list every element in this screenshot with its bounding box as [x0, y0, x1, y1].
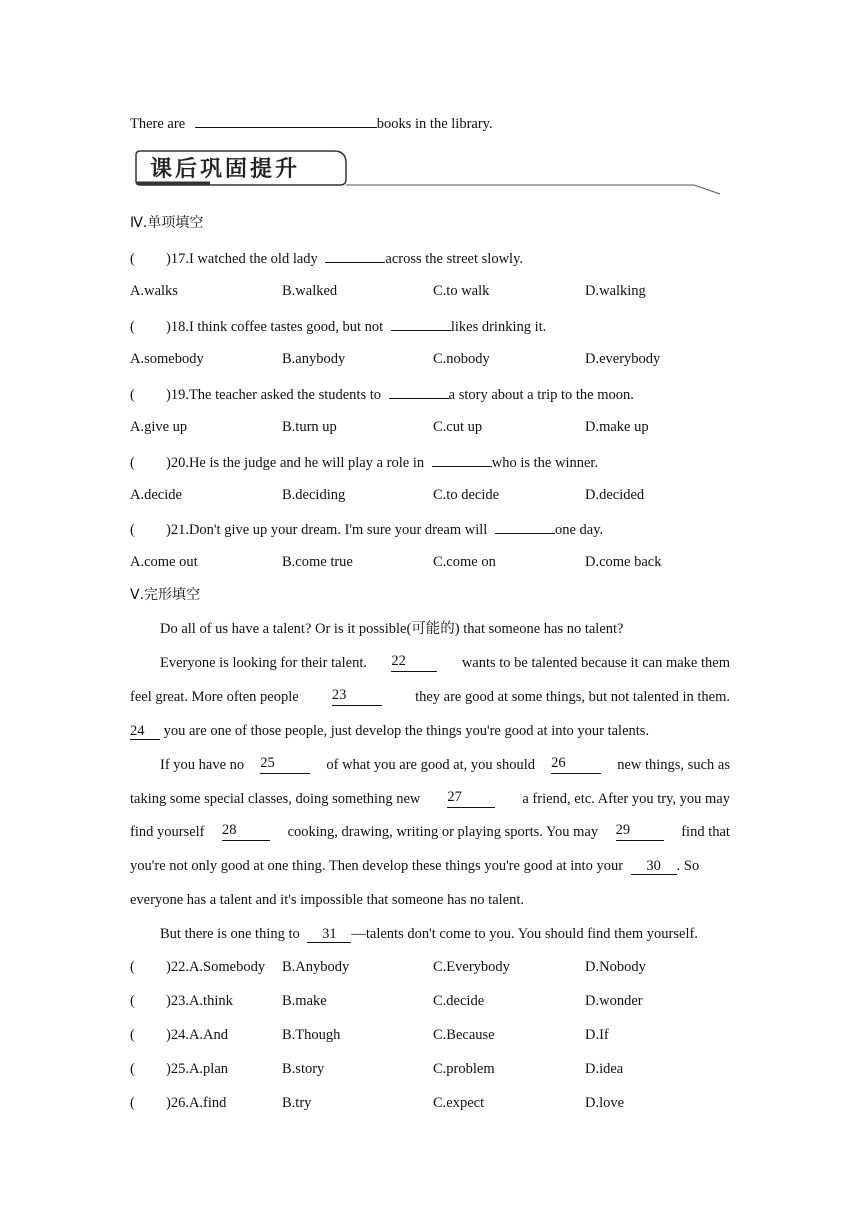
option-a: )23.A.think	[166, 993, 233, 1009]
banner-title: 课后巩固提升	[150, 157, 301, 182]
question-20	[130, 452, 598, 472]
passage-text: taking some special classes, doing something new	[130, 791, 421, 807]
question-stem: )21.Don't give up your dream. I'm sure your dream will	[166, 522, 488, 538]
passage-text: If you have no	[160, 757, 245, 773]
answer-paren[interactable]: (	[130, 251, 135, 267]
passage-text: new things, such as	[617, 757, 730, 773]
answer-paren[interactable]: (	[130, 993, 135, 1009]
passage-line	[130, 756, 730, 774]
passage-text: find yourself	[130, 824, 205, 840]
option-b: B.turn up	[282, 419, 337, 435]
option-a: )26.A.find	[166, 1095, 227, 1111]
passage-line	[160, 925, 698, 943]
blank-30[interactable]: 30	[631, 859, 677, 875]
question-17	[130, 248, 523, 268]
option-c: C.come on	[433, 554, 496, 570]
blank-25[interactable]: 25	[260, 756, 310, 774]
blank-24[interactable]: 24	[130, 724, 160, 740]
option-c: C.expect	[433, 1095, 485, 1111]
option-d: D.love	[585, 1095, 625, 1111]
question-18	[130, 316, 546, 336]
passage-line	[130, 654, 730, 672]
question-stem-end: likes drinking it.	[450, 319, 547, 335]
question-stem: )18.I think coffee tastes good, but not	[166, 319, 384, 335]
passage-line	[130, 722, 649, 740]
blank-23[interactable]: 23	[332, 688, 382, 706]
passage-text: a friend, etc. After you try, you may	[522, 791, 730, 807]
passage-text: . So	[676, 858, 700, 874]
cloze-question-25	[130, 1060, 228, 1078]
option-a: A.give up	[130, 419, 188, 435]
option-c: C.to decide	[433, 487, 500, 503]
option-c: C.Because	[433, 1027, 495, 1043]
blank-29[interactable]: 29	[616, 823, 664, 841]
option-b: B.story	[282, 1061, 325, 1077]
passage-line: everyone has a talent and it's impossible that someone has no talent.	[130, 892, 525, 908]
question-stem: )17.I watched the old lady	[166, 251, 318, 267]
answer-blank[interactable]	[391, 316, 451, 331]
option-c: C.decide	[433, 993, 485, 1009]
answer-paren[interactable]: (	[130, 387, 135, 403]
answer-paren[interactable]: (	[130, 319, 135, 335]
passage-line	[130, 857, 699, 875]
option-d: D.If	[585, 1027, 609, 1043]
option-d: D.walking	[585, 283, 646, 299]
blank-22[interactable]: 22	[391, 654, 437, 672]
cloze-question-26	[130, 1094, 226, 1112]
cloze-question-23	[130, 992, 233, 1010]
answer-paren[interactable]: (	[130, 959, 135, 975]
passage-line	[130, 823, 730, 841]
option-b: B.Anybody	[282, 959, 350, 975]
section-title-single-choice: Ⅳ.单项填空	[130, 215, 204, 231]
answer-paren[interactable]: (	[130, 1061, 135, 1077]
blank-26[interactable]: 26	[551, 756, 601, 774]
sentence-end: books in the library.	[376, 116, 493, 132]
option-d: D.decided	[585, 487, 645, 503]
passage-text: you are one of those people, just develop the things you're good at into your talents.	[163, 723, 650, 739]
section-title-cloze: Ⅴ.完形填空	[130, 587, 201, 603]
option-b: B.come true	[282, 554, 353, 570]
option-c: C.nobody	[433, 351, 490, 367]
question-21	[130, 519, 603, 539]
option-b: B.try	[282, 1095, 312, 1111]
blank-28[interactable]: 28	[222, 823, 270, 841]
option-d: D.make up	[585, 419, 649, 435]
option-a: )25.A.plan	[166, 1061, 229, 1077]
answer-blank[interactable]	[325, 248, 385, 263]
option-b: B.deciding	[282, 487, 346, 503]
blank-27[interactable]: 27	[447, 790, 495, 808]
question-stem: )19.The teacher asked the students to	[166, 387, 382, 403]
passage-line	[130, 790, 730, 808]
passage-text: find that	[681, 824, 730, 840]
sentence-start: There are	[130, 116, 186, 132]
passage-text: Everyone is looking for their talent.	[160, 655, 367, 671]
option-a: A.come out	[130, 554, 198, 570]
answer-blank[interactable]	[432, 452, 492, 467]
cloze-question-24	[130, 1026, 228, 1044]
question-stem-end: one day.	[554, 522, 604, 538]
answer-blank[interactable]	[195, 113, 377, 128]
passage-text: But there is one thing to	[160, 926, 300, 942]
option-d: D.wonder	[585, 993, 643, 1009]
option-a: A.walks	[130, 283, 178, 299]
answer-paren[interactable]: (	[130, 522, 135, 538]
passage-text: wants to be talented because it can make them	[461, 655, 730, 671]
option-d: D.Nobody	[585, 959, 646, 975]
answer-paren[interactable]: (	[130, 1095, 135, 1111]
passage-text: they are good at some things, but not talented in them.	[415, 689, 730, 705]
option-a: )24.A.And	[166, 1027, 229, 1043]
question-19	[130, 384, 634, 404]
passage-text: feel great. More often people	[130, 689, 299, 705]
passage-text: —talents don't come to you. You should find them yourself.	[351, 926, 698, 942]
option-a: A.somebody	[130, 351, 204, 367]
answer-paren[interactable]: (	[130, 455, 135, 471]
option-a: A.decide	[130, 487, 182, 503]
option-c: C.Everybody	[433, 959, 510, 975]
option-d: D.come back	[585, 554, 662, 570]
blank-31[interactable]: 31	[307, 927, 351, 943]
passage-line	[130, 688, 730, 706]
option-a: )22.A.Somebody	[166, 959, 266, 975]
option-c: C.cut up	[433, 419, 483, 435]
option-b: B.Though	[282, 1027, 341, 1043]
cloze-question-22	[130, 958, 265, 976]
passage-text: of what you are good at, you should	[326, 757, 535, 773]
passage-text: you're not only good at one thing. Then develop these things you're good at into your	[130, 858, 624, 874]
question-stem-end: across the street slowly.	[385, 251, 524, 267]
answer-paren[interactable]: (	[130, 1027, 135, 1043]
option-d: D.everybody	[585, 351, 661, 367]
passage-text: cooking, drawing, writing or playing sports. You may	[287, 824, 599, 840]
question-stem-end: who is the winner.	[491, 455, 599, 471]
question-stem-end: a story about a trip to the moon.	[448, 387, 634, 403]
option-c: C.problem	[433, 1061, 495, 1077]
option-b: B.anybody	[282, 351, 346, 367]
passage-paragraph-1: Do all of us have a talent? Or is it possible(可能的) that someone has no talent?	[160, 621, 624, 637]
option-c: C.to walk	[433, 283, 490, 299]
option-b: B.walked	[282, 283, 338, 299]
option-b: B.make	[282, 993, 327, 1009]
question-stem: )20.He is the judge and he will play a role in	[166, 455, 425, 471]
answer-blank[interactable]	[389, 384, 449, 399]
fill-sentence	[130, 113, 493, 133]
answer-blank[interactable]	[495, 519, 555, 534]
option-d: D.idea	[585, 1061, 624, 1077]
